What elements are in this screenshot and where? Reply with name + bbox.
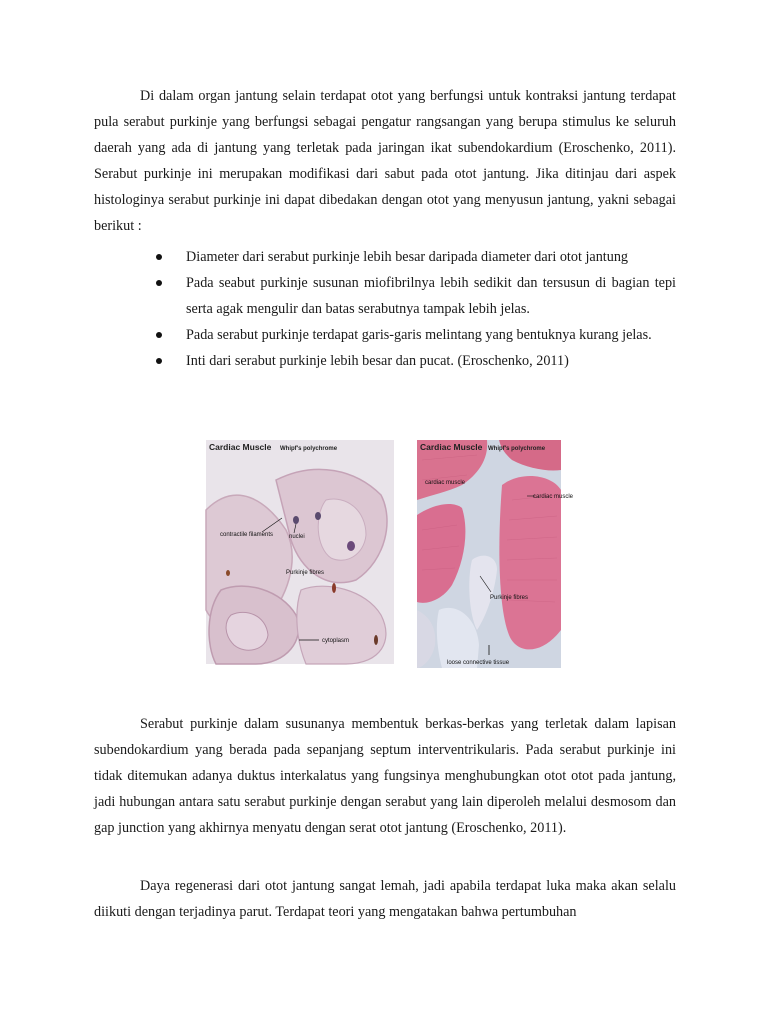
label-contractile: contractile filaments (220, 532, 274, 538)
figure-subtitle: Whipf's polychrome (488, 446, 546, 452)
micrograph-purkinje-closeup (206, 440, 394, 664)
label-purkinje: Purkinje fibres (286, 570, 325, 576)
bullet-dot-icon (156, 358, 162, 364)
label-nuclei: nuclei (289, 534, 305, 540)
label-loose-connective: loose connective tissue (447, 660, 510, 666)
bullet-item: Pada seabut purkinje susunan miofibrilnya lebih sedikit dan tersusun di bagian tepi serta agak mengulir dan batas serabutnya tampak lebih jelas. (140, 270, 676, 322)
bullet-dot-icon (156, 280, 162, 286)
bullet-dot-icon (156, 254, 162, 260)
label-cardiac-muscle-2: cardiac muscle (533, 494, 574, 500)
paragraph-regeneration: Daya regenerasi dari otot jantung sangat lemah, jadi apabila terdapat luka maka akan selalu diikuti dengan terjadinya parut. Terdapat teori yang mengatakan bahwa pertumbuhan (94, 878, 676, 920)
bullet-item: Pada serabut purkinje terdapat garis-garis melintang yang bentuknya kurang jelas. (140, 322, 676, 348)
label-purkinje: Purkinje fibres (490, 595, 529, 601)
figure-title: Cardiac Muscle (209, 442, 272, 452)
label-cardiac-muscle-1: cardiac muscle (425, 480, 466, 486)
figure-subtitle: Whipf's polychrome (280, 446, 338, 452)
micrograph-left-image (206, 440, 394, 664)
paragraph-intro: Di dalam organ jantung selain terdapat otot yang berfungsi untuk kontraksi jantung terdapat pula serabut purkinje yang berfungsi sebagai pengatur rangsangan yang berupa stimulus ke seluruh daerah yang ada di jantung yang terletak pada jaringan ikat subendokardium (Eroschenko, 2011). Serabut purkinje ini merupakan modifikasi dari sabut pada otot jantung. Jika ditinjau dari aspek histologinya serabut purkinje ini dapat dibedakan dengan otot yang menyusun jantung, yakni sebagai berikut : (94, 88, 676, 234)
bullet-list (140, 244, 676, 374)
micrograph-right-image (417, 440, 574, 668)
paragraph-purkinje-bundles: Serabut purkinje dalam susunanya membentuk berkas-berkas yang terletak dalam lapisan subendokardium yang berada pada sepanjang septum interventrikularis. Pada serabut purkinje ini tidak ditemukan adanya duktus interkalatus yang fungsinya menghubungkan otot otot pada jantung, jadi hubungan antara satu serabut purkinje dengan serabut yang lain diperoleh melalui desmosom dan gap junction yang akhirnya menyatu dengan serat otot jantung (Eroschenko, 2011). (94, 716, 676, 836)
figure-title: Cardiac Muscle (420, 442, 483, 452)
bullet-item: Inti dari serabut purkinje lebih besar dan pucat. (Eroschenko, 2011) (140, 348, 676, 374)
micrograph-cardiac-overview (417, 440, 574, 668)
label-cytoplasm: cytoplasm (322, 638, 350, 644)
bullet-item: Diameter dari serabut purkinje lebih besar daripada diameter dari otot jantung (140, 244, 676, 270)
bullet-dot-icon (156, 332, 162, 338)
